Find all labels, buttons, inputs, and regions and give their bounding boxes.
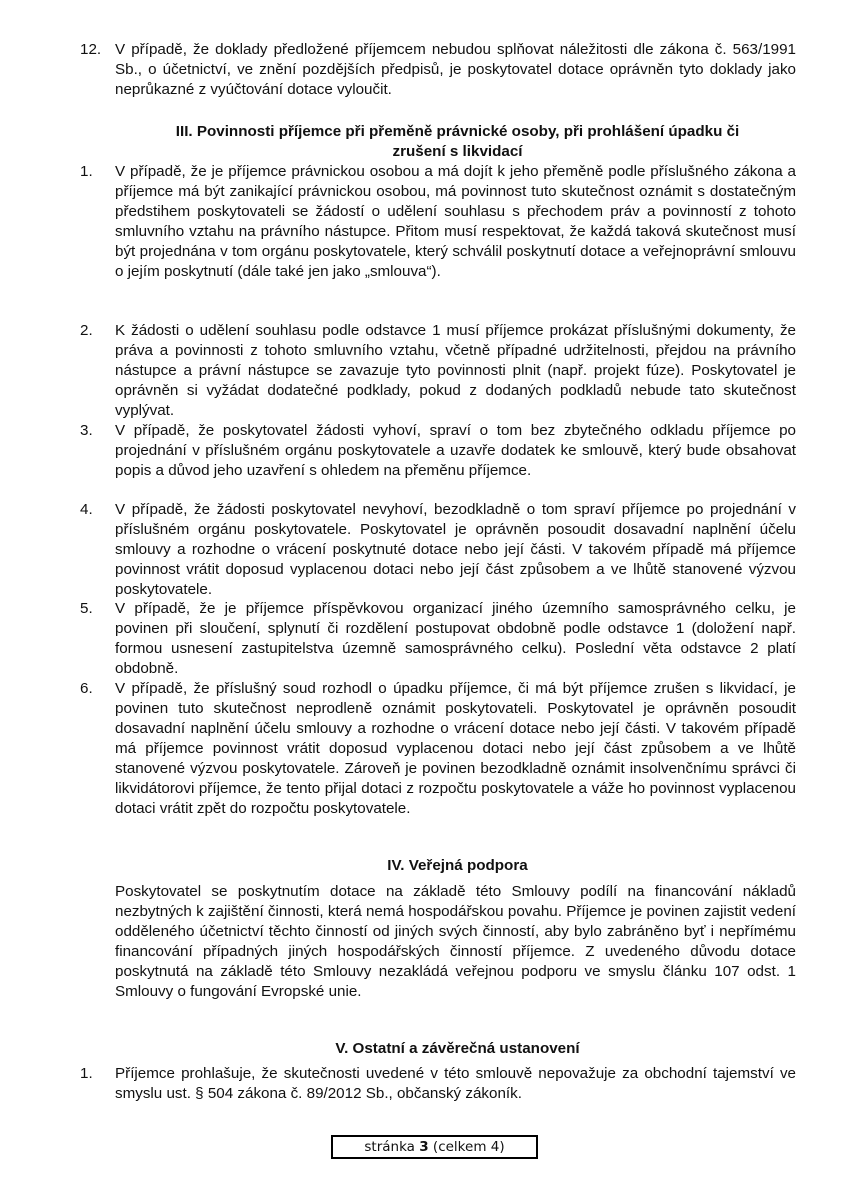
clause-number: 2. [80,322,93,339]
clause-number: 3. [80,422,93,439]
clause-text: V případě, že poskytovatel žádosti vyhoví, spraví o tom bez zbytečného odkladu příjemce po projednání v příslušném orgánu poskytovatele a uzavře dodatek ke smlouvě, který bude obsahovat popis a důvod jeho uzavření s ohledem na přeměnu příjemce. [115,422,796,479]
clause-number: 4. [80,501,93,518]
clause-item [80,679,796,819]
clause-item [80,500,796,600]
section-heading-line: III. Povinnosti příjemce při přeměně právnické osoby, při prohlášení úpadku či [175,123,740,140]
page-number-footer [331,1135,538,1159]
clause-text: V případě, že je příjemce právnickou osobou a má dojít k jeho přeměně podle příslušného zákona a příjemce má být zanikající právnickou osobou, má povinnost tuto skutečnost oznámit s dostatečným předstihem poskytovateli se žádostí o udělení souhlasu s přechodem práv a povinností z tohoto smluvního vztahu na právního nástupce. Přitom musí respektovat, že každá taková skutečnost musí být projednána v tom orgánu poskytovatele, který schválil poskytnutí dotace a veřejnoprávní smlouvu o jejím poskytnutí (dále také jen jako „smlouva“). [115,163,796,280]
section-paragraph: Poskytovatel se poskytnutím dotace na základě této Smlouvy podílí na financování nákladů nezbytných k zajištění činnosti, která nemá hospodářskou povahu. Příjemce je povinen zajistit vedení odděleného účetnictví těchto činností od jiných svých činností, aby bylo zabráněno byť i nepřímému financování případných jiných hospodářských činností příjemce. Z uvedeného důvodu dotace poskytnutá na základě této Smlouvy nezakládá veřejnou podporu ve smyslu článku 107 odst. 1 Smlouvy o fungování Evropské unie. [115,883,796,1000]
clause-text: V případě, že příslušný soud rozhodl o úpadku příjemce, či má být příjemce zrušen s likvidací, je povinen tuto skutečnost neprodleně oznámit poskytovateli. Poskytovatel je oprávněn posoudit dosavadní naplnění účelu smlouvy a rozhodne o vrácení dotace nebo její části. V takovém případě má příjemce povinnost vrátit doposud vyplacenou dotaci nebo její část způsobem a ve lhůtě stanovené výzvou poskytovatele. Zároveň je povinen bezodkladně oznámit insolvenčnímu správci či likvidátorovi příjemce, že tento přijal dotaci z rozpočtu poskytovatele a váže ho povinnost vyplacenou dotaci vrátit zpět do rozpočtu poskytovatele. [115,680,796,817]
footer-prefix: stránka [364,1139,420,1155]
clause-text: Příjemce prohlašuje, že skutečnosti uvedené v této smlouvě nepovažuje za obchodní tajemství ve smyslu ust. § 504 zákona č. 89/2012 Sb., občanský zákoník. [115,1065,796,1102]
section-heading-iv: IV. Veřejná podpora [387,857,528,874]
clause-item [80,421,796,481]
clause-text: V případě, že žádosti poskytovatel nevyhoví, bezodkladně o tom spraví příjemce po projednání v příslušném orgánu poskytovatele. Poskytovatel je oprávněn posoudit dosavadní naplnění účelu smlouvy a rozhodne o vrácení poskytnuté dotace nebo její části. V takovém případě má příjemce povinnost vrátit doposud vyplacenou dotaci nebo její část způsobem a ve lhůtě stanovené výzvou poskytovatele. [115,501,796,598]
clause-number: 1. [80,1065,93,1082]
clause-item [80,162,796,282]
section-heading-iii [110,122,805,162]
clause-item [80,1064,796,1104]
clause-number: 12. [80,41,102,58]
clause-number: 5. [80,600,93,617]
clause-item [80,599,796,679]
section-heading-line: zrušení s likvidací [392,143,523,160]
footer-page-number: 3 [419,1139,429,1155]
clause-item [80,40,796,100]
clause-text: V případě, že je příjemce příspěvkovou organizací jiného územního samosprávného celku, je povinen při sloučení, splynutí či rozdělení postupovat obdobně podle odstavce 1 (doložení např. formou usnesení zastupitelstva územně samosprávného celku). Poslední věta odstavce 2 platí obdobně. [115,600,796,677]
clause-item [80,321,796,421]
clause-text: V případě, že doklady předložené příjemcem nebudou splňovat náležitosti dle zákona č. 563/1991 Sb., o účetnictví, ve znění pozdějších předpisů, je poskytovatel dotace oprávněn tyto doklady jako neprůkazné z vyúčtování dotace vyloučit. [115,41,796,98]
clause-text: K žádosti o udělení souhlasu podle odstavce 1 musí příjemce prokázat příslušnými dokumenty, že práva a povinnosti z tohoto smluvního vztahu, včetně případné udržitelnosti, přejdou na právního nástupce a právní nástupce se zavazuje tyto povinnosti plnit (např. projekt fúze). Poskytovatel je oprávněn si vyžádat dodatečné podklady, pokud z dodaných podkladů nebude tato skutečnost vyplývat. [115,322,796,419]
footer-suffix: (celkem 4) [428,1139,505,1155]
section-heading-v: V. Ostatní a závěrečná ustanovení [335,1040,580,1057]
clause-number: 1. [80,163,93,180]
clause-number: 6. [80,680,93,697]
